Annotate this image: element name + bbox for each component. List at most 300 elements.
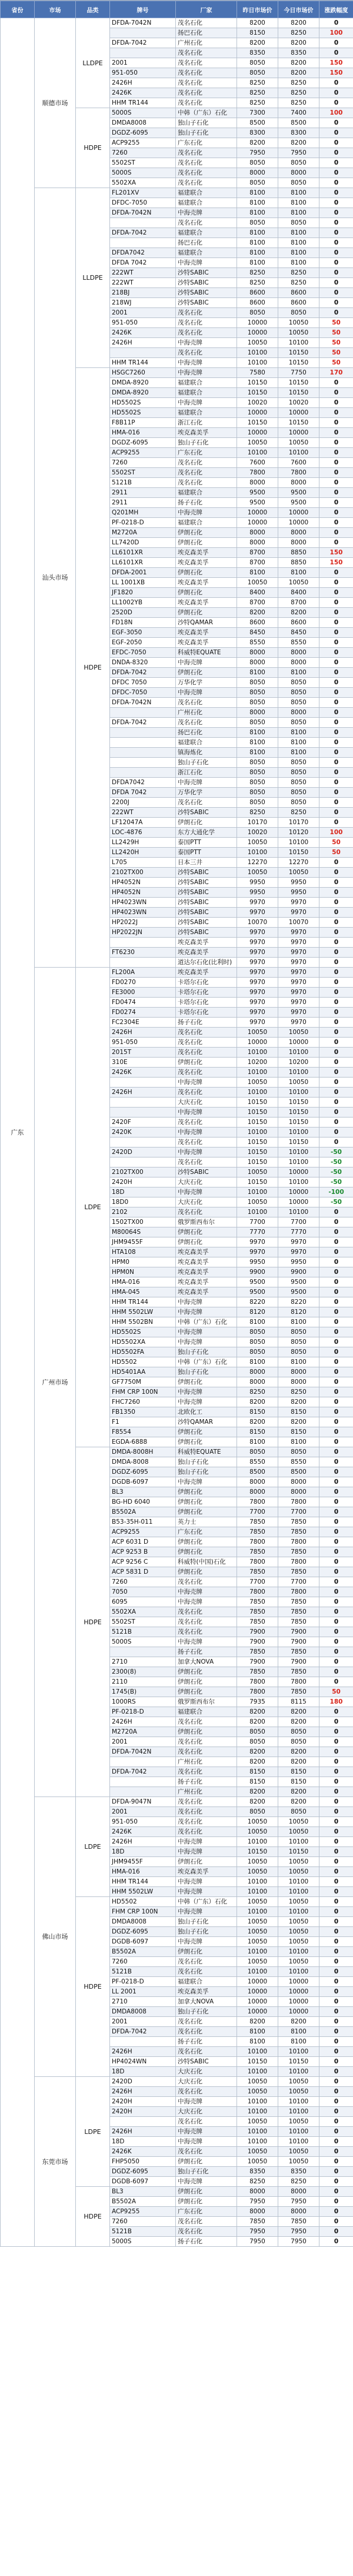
manufacturer-cell: 茂名石化 — [176, 218, 237, 228]
yesterday-price-cell: 9970 — [237, 1018, 278, 1028]
manufacturer-cell: 北欧化工 — [176, 1407, 237, 1417]
today-price-cell: 9970 — [278, 1018, 319, 1028]
grade-cell: DGDB-6097 — [110, 2177, 176, 2187]
grade-cell: DGDZ-6095 — [110, 2167, 176, 2177]
today-price-cell: 8100 — [278, 208, 319, 218]
manufacturer-cell: 东方大通化学 — [176, 828, 237, 838]
today-price-cell: 7700 — [278, 1507, 319, 1517]
manufacturer-cell: 沙特SABIC — [176, 868, 237, 878]
today-price-cell: 8000 — [278, 478, 319, 488]
manufacturer-cell: 福建联合 — [176, 1977, 237, 1987]
grade-cell: LL7420D — [110, 538, 176, 548]
manufacturer-cell: 加拿大NOVA — [176, 1997, 237, 2007]
grade-cell: 7260 — [110, 458, 176, 468]
yesterday-price-cell: 10050 — [237, 2077, 278, 2087]
grade-cell: BL3 — [110, 1487, 176, 1497]
grade-cell: HP4023WN — [110, 908, 176, 918]
grade-cell: FHC7260 — [110, 1397, 176, 1407]
yesterday-price-cell: 10000 — [237, 2007, 278, 2017]
yesterday-price-cell: 10100 — [237, 1048, 278, 1058]
yesterday-price-cell: 8000 — [237, 648, 278, 658]
today-price-cell: 7900 — [278, 1657, 319, 1667]
yesterday-price-cell: 8200 — [237, 1397, 278, 1407]
change-cell: 180 — [319, 1697, 353, 1707]
category-cell: HDPE — [76, 1447, 110, 1797]
change-cell: 0 — [319, 678, 353, 688]
change-cell: 0 — [319, 1038, 353, 1048]
today-price-cell: 8600 — [278, 618, 319, 628]
manufacturer-cell: 广东石化 — [176, 1527, 237, 1537]
grade-cell: 2426K — [110, 1827, 176, 1837]
today-price-cell: 9970 — [278, 968, 319, 978]
yesterday-price-cell: 8250 — [237, 2177, 278, 2187]
grade-cell: HHM 5502LW — [110, 1307, 176, 1317]
yesterday-price-cell: 7800 — [237, 1677, 278, 1687]
change-cell: 0 — [319, 418, 353, 428]
change-cell: 0 — [319, 1847, 353, 1857]
today-price-cell: 8250 — [278, 98, 319, 108]
yesterday-price-cell: 8150 — [237, 1407, 278, 1417]
manufacturer-cell: 广州石化 — [176, 1757, 237, 1767]
today-price-cell: 8200 — [278, 68, 319, 78]
change-cell: 0 — [319, 1317, 353, 1327]
change-cell: 0 — [319, 1327, 353, 1337]
category-cell: LLDPE — [76, 188, 110, 368]
manufacturer-cell: 茂名石化 — [176, 1048, 237, 1058]
grade-cell: HMA-045 — [110, 1287, 176, 1297]
yesterday-price-cell: 8100 — [237, 668, 278, 678]
grade-cell: 18D0 — [110, 1197, 176, 1207]
today-price-cell: 8500 — [278, 1467, 319, 1477]
change-cell: 0 — [319, 398, 353, 408]
manufacturer-cell: 沙特SABIC — [176, 888, 237, 898]
yesterday-price-cell: 8000 — [237, 538, 278, 548]
manufacturer-cell: 扬子石化 — [176, 2037, 237, 2047]
today-price-cell: 10050 — [278, 1827, 319, 1837]
change-cell: 0 — [319, 118, 353, 128]
change-cell: 0 — [319, 668, 353, 678]
today-price-cell: 8050 — [278, 308, 319, 318]
header-change: 涨跌幅度 — [319, 1, 353, 18]
manufacturer-cell: 中海壳牌 — [176, 208, 237, 218]
change-cell: -100 — [319, 1187, 353, 1197]
change-cell: 0 — [319, 1427, 353, 1437]
grade-cell: 2001 — [110, 1807, 176, 1817]
yesterday-price-cell: 10150 — [237, 1138, 278, 1148]
manufacturer-cell: 大庆石化 — [176, 2077, 237, 2087]
yesterday-price-cell: 10100 — [237, 1967, 278, 1977]
yesterday-price-cell: 10150 — [237, 1118, 278, 1128]
change-cell: 0 — [319, 388, 353, 398]
change-cell: 0 — [319, 2077, 353, 2087]
today-price-cell: 8000 — [278, 528, 319, 538]
change-cell: -50 — [319, 1177, 353, 1187]
change-cell: 0 — [319, 2087, 353, 2097]
today-price-cell: 10150 — [278, 1098, 319, 1108]
change-cell: 0 — [319, 1677, 353, 1687]
manufacturer-cell: 万华化学 — [176, 788, 237, 798]
grade-cell: 951-050 — [110, 318, 176, 328]
yesterday-price-cell: 9970 — [237, 988, 278, 998]
grade-cell: FD18N — [110, 618, 176, 628]
manufacturer-cell: 伊朗石化 — [176, 608, 237, 618]
grade-cell: 2001 — [110, 58, 176, 68]
change-cell: 0 — [319, 518, 353, 528]
yesterday-price-cell: 10150 — [237, 1108, 278, 1118]
grade-cell: 2200J — [110, 798, 176, 808]
yesterday-price-cell: 10050 — [237, 1827, 278, 1837]
manufacturer-cell: 茂名石化 — [176, 88, 237, 98]
manufacturer-cell: 伊朗石化 — [176, 1497, 237, 1507]
change-cell: 0 — [319, 2117, 353, 2127]
today-price-cell: 8100 — [278, 228, 319, 238]
manufacturer-cell: 埃克森美孚 — [176, 428, 237, 438]
grade-cell: 2426H — [110, 78, 176, 88]
today-price-cell: 7800 — [278, 1497, 319, 1507]
change-cell: 0 — [319, 1397, 353, 1407]
manufacturer-cell: 茂名石化 — [176, 158, 237, 168]
grade-cell: DGDZ-6095 — [110, 128, 176, 138]
today-price-cell: 10100 — [278, 2107, 319, 2117]
grade-cell: 2426H — [110, 1088, 176, 1098]
manufacturer-cell: 中海壳牌 — [176, 258, 237, 268]
today-price-cell: 7700 — [278, 1577, 319, 1587]
manufacturer-cell: 广州石化 — [176, 38, 237, 48]
yesterday-price-cell: 7900 — [237, 1657, 278, 1667]
today-price-cell: 10050 — [278, 1897, 319, 1907]
grade-cell: HP4024WN — [110, 2057, 176, 2067]
manufacturer-cell: 茂名石化 — [176, 68, 237, 78]
grade-cell: 2710 — [110, 1997, 176, 2007]
yesterday-price-cell: 8250 — [237, 1387, 278, 1397]
grade-cell: DMDA8008 — [110, 2007, 176, 2017]
yesterday-price-cell: 7800 — [237, 468, 278, 478]
change-cell: 0 — [319, 1437, 353, 1447]
change-cell: 0 — [319, 568, 353, 578]
grade-cell: HD5502FA — [110, 1347, 176, 1357]
yesterday-price-cell: 10050 — [237, 578, 278, 588]
manufacturer-cell: 茂名石化 — [176, 468, 237, 478]
manufacturer-cell: 中海壳牌 — [176, 2177, 237, 2187]
change-cell: 0 — [319, 1937, 353, 1947]
manufacturer-cell: 茂名石化 — [176, 318, 237, 328]
grade-cell — [110, 1777, 176, 1787]
change-cell: 0 — [319, 2037, 353, 2047]
header-market: 市场 — [35, 1, 76, 18]
change-cell: 0 — [319, 628, 353, 638]
change-cell: 0 — [319, 1477, 353, 1487]
table-row — [1, 188, 353, 198]
yesterday-price-cell: 10020 — [237, 828, 278, 838]
market-cell: 广州市场 — [35, 968, 76, 1797]
change-cell: 0 — [319, 138, 353, 148]
grade-cell: DFDA7042 — [110, 778, 176, 788]
yesterday-price-cell: 10170 — [237, 818, 278, 828]
change-cell: 150 — [319, 548, 353, 558]
change-cell: 0 — [319, 2187, 353, 2197]
change-cell: 0 — [319, 2047, 353, 2057]
change-cell: 0 — [319, 1607, 353, 1617]
today-price-cell: 10100 — [278, 1967, 319, 1977]
manufacturer-cell: 独山子石化 — [176, 1367, 237, 1377]
manufacturer-cell: 独山子石化 — [176, 1347, 237, 1357]
today-price-cell: 8100 — [278, 188, 319, 198]
today-price-cell: 10150 — [278, 1118, 319, 1128]
yesterday-price-cell: 10150 — [237, 1148, 278, 1157]
grade-cell: 7260 — [110, 1577, 176, 1587]
grade-cell: 2426H — [110, 1717, 176, 1727]
change-cell: 0 — [319, 1817, 353, 1827]
manufacturer-cell: 沙特SABIC — [176, 908, 237, 918]
manufacturer-cell: 埃克森美孚 — [176, 1267, 237, 1277]
change-cell: 0 — [319, 1058, 353, 1068]
today-price-cell: 10100 — [278, 1128, 319, 1138]
change-cell: 0 — [319, 608, 353, 618]
yesterday-price-cell: 10000 — [237, 1997, 278, 2007]
grade-cell: 951-050 — [110, 1038, 176, 1048]
today-price-cell: 8250 — [278, 1387, 319, 1397]
grade-cell: PF-0218-D — [110, 1707, 176, 1717]
today-price-cell: 9970 — [278, 938, 319, 948]
change-cell: 0 — [319, 1857, 353, 1867]
manufacturer-cell: 茂名石化 — [176, 1118, 237, 1128]
change-cell: 50 — [319, 328, 353, 338]
manufacturer-cell: 独山子石化 — [176, 118, 237, 128]
yesterday-price-cell: 8300 — [237, 128, 278, 138]
yesterday-price-cell: 7950 — [237, 2227, 278, 2237]
today-price-cell: 10100 — [278, 1177, 319, 1187]
yesterday-price-cell: 8100 — [237, 738, 278, 748]
grade-cell: ACP 5831 D — [110, 1567, 176, 1577]
manufacturer-cell: 伊朗石化 — [176, 668, 237, 678]
today-price-cell: 7900 — [278, 1627, 319, 1637]
grade-cell: ACP 6031 D — [110, 1537, 176, 1547]
change-cell: 0 — [319, 1637, 353, 1647]
today-price-cell: 7950 — [278, 2237, 319, 2247]
yesterday-price-cell: 10050 — [237, 1857, 278, 1867]
yesterday-price-cell: 8050 — [237, 308, 278, 318]
grade-cell: DFDC-7050 — [110, 688, 176, 698]
today-price-cell: 7950 — [278, 148, 319, 158]
grade-cell: FE3000 — [110, 988, 176, 998]
change-cell: 0 — [319, 1507, 353, 1517]
grade-cell: M80064S — [110, 1227, 176, 1237]
header-province: 省份 — [1, 1, 35, 18]
manufacturer-cell: 中海壳牌 — [176, 1128, 237, 1138]
grade-cell: 2426H — [110, 1837, 176, 1847]
manufacturer-cell: 茂名石化 — [176, 1088, 237, 1098]
today-price-cell: 8200 — [278, 58, 319, 68]
header-category: 品类 — [76, 1, 110, 18]
change-cell: 0 — [319, 2017, 353, 2027]
grade-cell: 5000S — [110, 108, 176, 118]
today-price-cell: 10150 — [278, 348, 319, 358]
grade-cell: HD5502XA — [110, 1337, 176, 1347]
manufacturer-cell: 中海壳牌 — [176, 1307, 237, 1317]
yesterday-price-cell: 10100 — [237, 1128, 278, 1138]
yesterday-price-cell: 10050 — [237, 2117, 278, 2127]
manufacturer-cell: 伊朗石化 — [176, 2157, 237, 2167]
today-price-cell: 10100 — [278, 1907, 319, 1917]
grade-cell: 18D — [110, 1187, 176, 1197]
grade-cell: B53-35H-011 — [110, 1517, 176, 1527]
grade-cell: 2001 — [110, 1737, 176, 1747]
change-cell: 0 — [319, 1377, 353, 1387]
change-cell: 50 — [319, 318, 353, 328]
today-price-cell: 8115 — [278, 1697, 319, 1707]
manufacturer-cell: 福建联合 — [176, 1707, 237, 1717]
change-cell: 0 — [319, 1008, 353, 1018]
yesterday-price-cell: 8000 — [237, 2207, 278, 2217]
yesterday-price-cell: 8250 — [237, 808, 278, 818]
manufacturer-cell: 科威特EQUATE — [176, 1447, 237, 1457]
change-cell: 150 — [319, 58, 353, 68]
grade-cell: 1745(B) — [110, 1687, 176, 1697]
today-price-cell: 10000 — [278, 2007, 319, 2017]
manufacturer-cell: 中海壳牌 — [176, 1337, 237, 1347]
manufacturer-cell: 茂名石化 — [176, 328, 237, 338]
today-price-cell: 10050 — [278, 1028, 319, 1038]
change-cell: 0 — [319, 1627, 353, 1637]
grade-cell: 2420D — [110, 1148, 176, 1157]
change-cell: 0 — [319, 288, 353, 298]
today-price-cell: 8000 — [278, 538, 319, 548]
manufacturer-cell: 茂名石化 — [176, 1737, 237, 1747]
change-cell: 0 — [319, 1567, 353, 1577]
today-price-cell: 8200 — [278, 18, 319, 28]
change-cell: 0 — [319, 508, 353, 518]
manufacturer-cell: 茂名石化 — [176, 1767, 237, 1777]
today-price-cell: 10100 — [278, 2047, 319, 2057]
change-cell: 0 — [319, 2227, 353, 2237]
yesterday-price-cell: 12270 — [237, 858, 278, 868]
today-price-cell: 10050 — [278, 578, 319, 588]
yesterday-price-cell: 7850 — [237, 1667, 278, 1677]
today-price-cell: 7850 — [278, 1617, 319, 1627]
today-price-cell: 10100 — [278, 1947, 319, 1957]
today-price-cell: 10000 — [278, 1187, 319, 1197]
change-cell: 0 — [319, 1787, 353, 1797]
yesterday-price-cell: 7700 — [237, 1507, 278, 1517]
change-cell: 0 — [319, 1118, 353, 1128]
manufacturer-cell: 卡塔尔石化 — [176, 998, 237, 1008]
grade-cell: DFDA7042 — [110, 248, 176, 258]
today-price-cell: 8050 — [278, 1737, 319, 1747]
change-cell: 0 — [319, 1897, 353, 1907]
change-cell: 0 — [319, 1337, 353, 1347]
today-price-cell: 8050 — [278, 788, 319, 798]
yesterday-price-cell: 8200 — [237, 608, 278, 618]
change-cell: 0 — [319, 208, 353, 218]
today-price-cell: 9500 — [278, 488, 319, 498]
yesterday-price-cell: 10200 — [237, 1058, 278, 1068]
manufacturer-cell: 伊朗石化 — [176, 1377, 237, 1387]
province-cell: 广东 — [1, 18, 35, 2247]
grade-cell: GF7750M — [110, 1377, 176, 1387]
today-price-cell: 8000 — [278, 1377, 319, 1387]
today-price-cell: 10150 — [278, 378, 319, 388]
grade-cell: 2710 — [110, 1657, 176, 1667]
grade-cell: ACP 9256 C — [110, 1557, 176, 1567]
manufacturer-cell: 镇海炼化 — [176, 748, 237, 758]
yesterday-price-cell: 8500 — [237, 1467, 278, 1477]
manufacturer-cell: 中海壳牌 — [176, 1587, 237, 1597]
category-cell: LDPE — [76, 1797, 110, 1897]
manufacturer-cell: 中韩（广东）石化 — [176, 108, 237, 118]
manufacturer-cell: 福建联合 — [176, 738, 237, 748]
change-cell: -50 — [319, 1157, 353, 1167]
change-cell: 0 — [319, 1367, 353, 1377]
change-cell: 0 — [319, 258, 353, 268]
manufacturer-cell: 道达尔石化(比利时) — [176, 958, 237, 968]
today-price-cell: 7850 — [278, 1517, 319, 1527]
change-cell: 0 — [319, 1987, 353, 1997]
change-cell: 0 — [319, 528, 353, 538]
grade-cell: HHM TR144 — [110, 98, 176, 108]
change-cell: 0 — [319, 1297, 353, 1307]
today-price-cell: 8100 — [278, 748, 319, 758]
manufacturer-cell: 埃克森美孚 — [176, 1277, 237, 1287]
manufacturer-cell: 中海壳牌 — [176, 1877, 237, 1887]
grade-cell: 2015T — [110, 1048, 176, 1058]
yesterday-price-cell: 10150 — [237, 388, 278, 398]
grade-cell: ACP9255 — [110, 448, 176, 458]
grade-cell — [110, 48, 176, 58]
grade-cell: 1000RS — [110, 1697, 176, 1707]
yesterday-price-cell: 8700 — [237, 558, 278, 568]
change-cell: 0 — [319, 128, 353, 138]
grade-cell: FD0270 — [110, 978, 176, 988]
yesterday-price-cell: 8200 — [237, 1797, 278, 1807]
change-cell: 0 — [319, 1517, 353, 1527]
yesterday-price-cell: 10050 — [237, 1197, 278, 1207]
header-manufacturer: 厂家 — [176, 1, 237, 18]
change-cell: 0 — [319, 2157, 353, 2167]
grade-cell: 222WT — [110, 268, 176, 278]
change-cell: 0 — [319, 1138, 353, 1148]
manufacturer-cell: 中海壳牌 — [176, 1078, 237, 1088]
today-price-cell: 8200 — [278, 38, 319, 48]
manufacturer-cell: 扬子石化 — [176, 2237, 237, 2247]
today-price-cell: 10050 — [278, 1937, 319, 1947]
change-cell: 0 — [319, 778, 353, 788]
manufacturer-cell: 扬子石化 — [176, 498, 237, 508]
yesterday-price-cell: 10150 — [237, 2057, 278, 2067]
manufacturer-cell: 泰国PTT — [176, 838, 237, 848]
yesterday-price-cell: 9900 — [237, 1267, 278, 1277]
grade-cell: HP4023WN — [110, 898, 176, 908]
manufacturer-cell: 埃克森美孚 — [176, 1867, 237, 1877]
today-price-cell: 10100 — [278, 2097, 319, 2107]
yesterday-price-cell: 8200 — [237, 18, 278, 28]
manufacturer-cell: 茂名石化 — [176, 1817, 237, 1827]
grade-cell: 218BJ — [110, 288, 176, 298]
manufacturer-cell: 茂名石化 — [176, 2147, 237, 2157]
yesterday-price-cell: 8200 — [237, 2017, 278, 2027]
change-cell: 150 — [319, 68, 353, 78]
today-price-cell: 10100 — [278, 838, 319, 848]
manufacturer-cell: 茂名石化 — [176, 1138, 237, 1148]
manufacturer-cell: 伊朗石化 — [176, 588, 237, 598]
header-grade: 牌号 — [110, 1, 176, 18]
change-cell: 0 — [319, 1407, 353, 1417]
yesterday-price-cell: 9970 — [237, 938, 278, 948]
change-cell: 0 — [319, 958, 353, 968]
yesterday-price-cell: 8050 — [237, 788, 278, 798]
today-price-cell: 10070 — [278, 918, 319, 928]
category-cell: LDPE — [76, 2077, 110, 2187]
change-cell: 0 — [319, 728, 353, 738]
